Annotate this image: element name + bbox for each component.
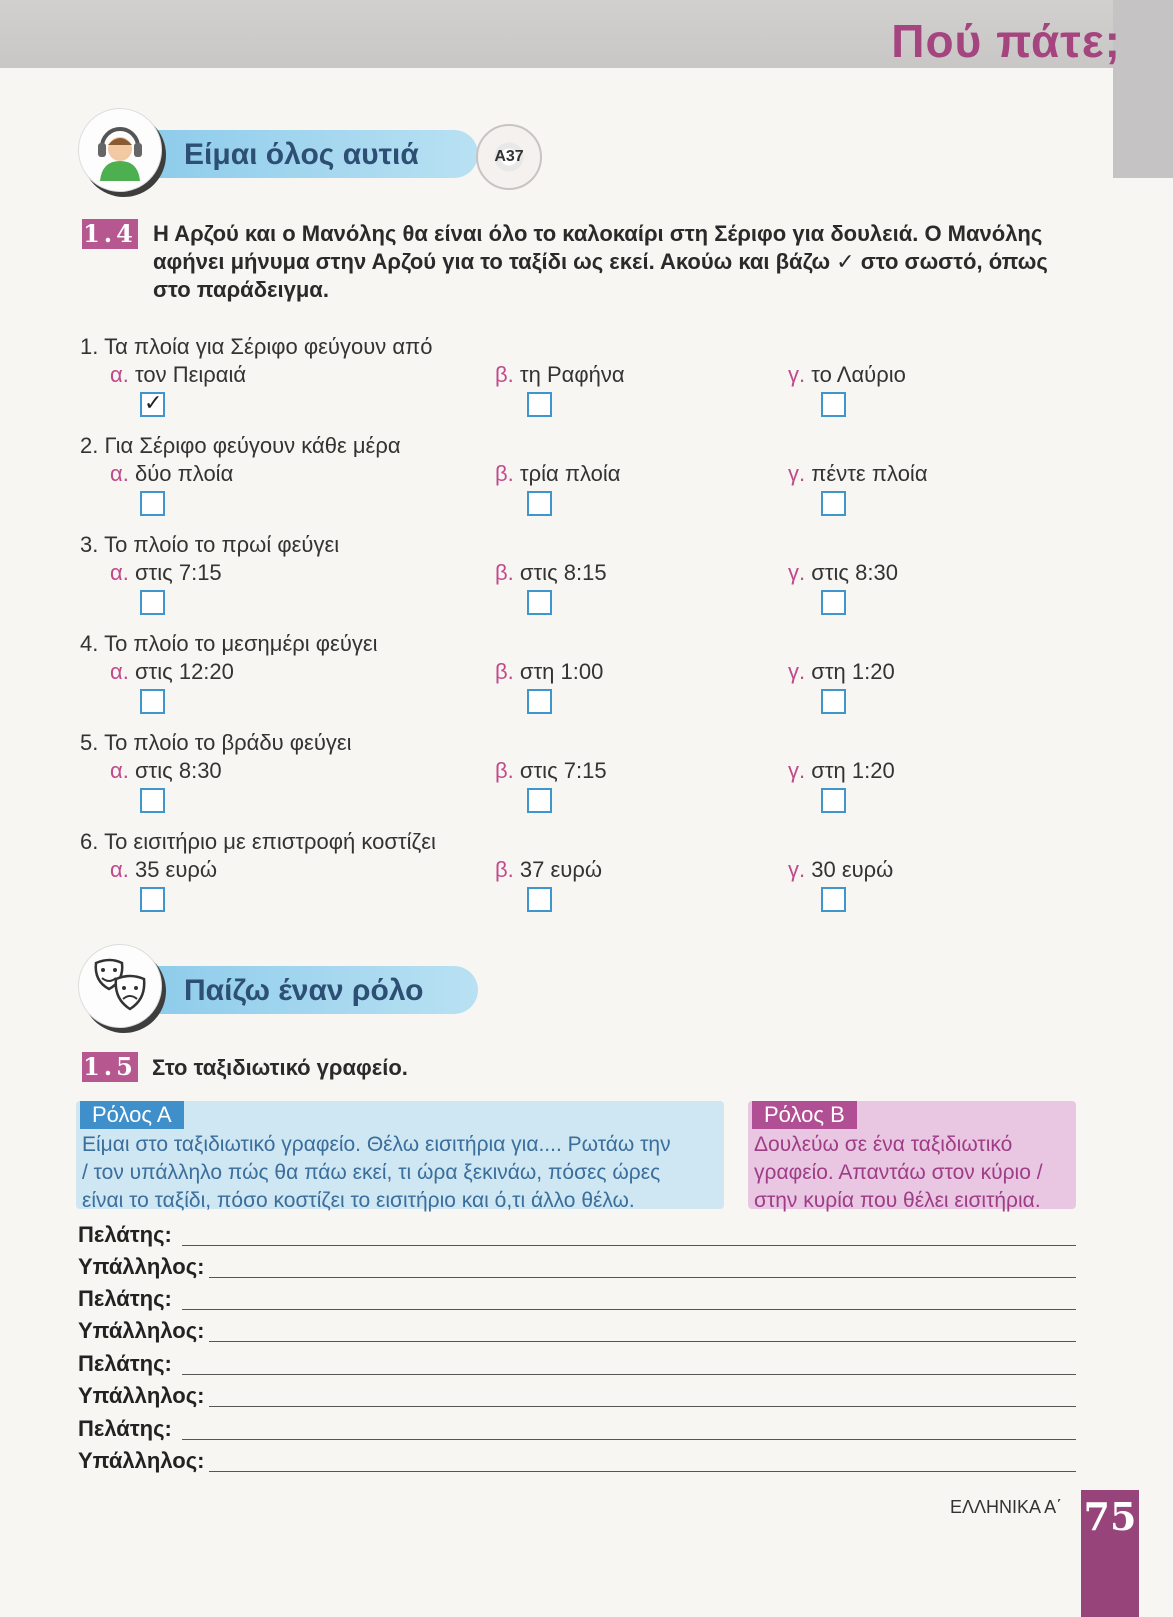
dialogue-line-clerk[interactable] — [78, 1254, 1076, 1286]
option-text: 35 ευρώ — [134, 857, 218, 882]
option-text: στις 12:20 — [134, 659, 234, 684]
answer-checkbox[interactable] — [821, 491, 846, 516]
question-text: 6. Το εισιτήριο με επιστροφή κοστίζει — [80, 829, 436, 854]
option-b — [495, 461, 621, 487]
option-label: γ. — [788, 560, 806, 585]
option-a — [110, 560, 222, 586]
option-text: στη 1:20 — [811, 758, 895, 783]
option-text: στις 8:30 — [134, 758, 222, 783]
option-text: τη Ραφήνα — [519, 362, 625, 387]
option-a — [110, 362, 246, 388]
question-5 — [80, 730, 1000, 820]
question-text: 2. Για Σέριφο φεύγουν κάθε μέρα — [80, 433, 401, 458]
role-b-text — [754, 1131, 1043, 1215]
check-mark: ✓ — [144, 390, 163, 415]
option-text: το Λαύριο — [811, 362, 906, 387]
audio-cd-icon[interactable] — [476, 124, 542, 190]
answer-checkbox[interactable] — [527, 491, 552, 516]
writing-rule — [209, 1471, 1076, 1472]
section-title: Παίζω έναν ρόλο — [184, 974, 424, 1007]
dialogue-line-clerk[interactable] — [78, 1383, 1076, 1415]
option-label: γ. — [788, 362, 806, 387]
option-text: 30 ευρώ — [811, 857, 894, 882]
section-roleplay-header — [78, 944, 558, 1034]
question-text: 3. Το πλοίο το πρωί φεύγει — [80, 532, 340, 557]
role-a-line: είναι το ταξίδι, πόσο κοστίζει το εισιτήριο και ό,τι άλλο θέλω. — [82, 1189, 635, 1212]
option-text: στις 7:15 — [519, 758, 607, 783]
dialogue-line-client[interactable] — [78, 1416, 1076, 1448]
exercise-badge: 1.5 — [83, 1052, 137, 1081]
section-pill — [138, 130, 478, 178]
answer-checkbox[interactable] — [821, 590, 846, 615]
headphones-person-icon — [88, 117, 152, 181]
option-label: β. — [495, 362, 514, 387]
exercise-badge: 1.4 — [83, 219, 137, 248]
audio-track-label: Α37 — [494, 148, 524, 165]
option-label: γ. — [788, 857, 806, 882]
role-b-line: στην κυρία που θέλει εισιτήρια. — [754, 1189, 1041, 1212]
option-b — [495, 362, 625, 388]
theater-masks-icon — [88, 953, 152, 1017]
option-text: στις 8:15 — [519, 560, 607, 585]
option-a — [110, 758, 222, 784]
speaker-label: Υπάλληλος: — [78, 1448, 205, 1473]
exercise-instruction: Στο ταξιδιωτικό γραφείο. — [152, 1055, 408, 1080]
speaker-label: Υπάλληλος: — [78, 1318, 205, 1343]
role-a-line: / τον υπάλληλο πώς θα πάω εκεί, τι ώρα ξεκινάω, πόσες ώρες — [82, 1161, 661, 1184]
answer-checkbox[interactable] — [527, 788, 552, 813]
answer-checkbox[interactable] — [821, 887, 846, 912]
option-c — [788, 362, 906, 388]
speaker-label: Υπάλληλος: — [78, 1383, 205, 1408]
option-text: στις 8:30 — [811, 560, 898, 585]
chapter-title: Πού πάτε; — [891, 15, 1121, 67]
option-text: στις 7:15 — [134, 560, 222, 585]
instruction-line: στο παράδειγμα. — [153, 277, 329, 302]
speaker-label: Πελάτης: — [78, 1416, 172, 1441]
answer-checkbox[interactable] — [140, 887, 165, 912]
book-title: ΕΛΛΗΝΙΚΑ Α΄ — [950, 1497, 1063, 1517]
answer-checkbox[interactable] — [140, 590, 165, 615]
option-text: 37 ευρώ — [519, 857, 603, 882]
option-c — [788, 461, 928, 487]
chapter-tab — [1113, 0, 1173, 178]
exercise-instructions — [153, 220, 1048, 304]
option-a — [110, 857, 217, 883]
option-b — [495, 758, 607, 784]
option-label: γ. — [788, 461, 806, 486]
option-text: στη 1:20 — [811, 659, 895, 684]
dialogue-line-client[interactable] — [78, 1222, 1076, 1254]
dialogue-line-clerk[interactable] — [78, 1318, 1076, 1350]
question-text: 1. Τα πλοία για Σέριφο φεύγουν από — [80, 334, 433, 359]
role-a-line: Είμαι στο ταξιδιωτικό γραφείο. Θέλω εισιτήρια για.... Ρωτάω την — [82, 1133, 671, 1156]
option-text: στη 1:00 — [519, 659, 604, 684]
option-label: α. — [110, 857, 129, 882]
section-pill — [138, 966, 478, 1014]
dialogue-line-client[interactable] — [78, 1351, 1076, 1383]
instruction-line: αφήνει μήνυμα στην Αρζού για το ταξίδι ως εκεί. Ακούω και βάζω ✓ στο σωστό, όπως — [153, 249, 1048, 274]
role-b-line: γραφείο. Απαντάω στον κύριο / — [754, 1161, 1043, 1184]
answer-checkbox[interactable] — [527, 887, 552, 912]
option-c — [788, 857, 893, 883]
speaker-label: Πελάτης: — [78, 1286, 172, 1311]
option-label: β. — [495, 659, 514, 684]
option-label: β. — [495, 560, 514, 585]
option-b — [495, 560, 607, 586]
question-1 — [80, 334, 1000, 424]
question-4 — [80, 631, 1000, 721]
role-b-tag: Ρόλος Β — [752, 1101, 857, 1129]
option-text: τον Πειραιά — [134, 362, 247, 387]
listening-icon-circle — [78, 108, 162, 192]
answer-checkbox[interactable] — [821, 392, 846, 417]
option-label: β. — [495, 758, 514, 783]
option-c — [788, 758, 895, 784]
option-text: δύο πλοία — [134, 461, 234, 486]
option-label: β. — [495, 461, 514, 486]
option-label: α. — [110, 659, 129, 684]
speaker-label: Υπάλληλος: — [78, 1254, 205, 1279]
option-c — [788, 560, 898, 586]
answer-checkbox[interactable] — [821, 689, 846, 714]
question-6 — [80, 829, 1000, 919]
answer-checkbox[interactable] — [527, 392, 552, 417]
dialogue-line-client[interactable] — [78, 1286, 1076, 1318]
option-label: β. — [495, 857, 514, 882]
option-a — [110, 659, 234, 685]
role-b-line: Δουλεύω σε ένα ταξιδιωτικό — [754, 1133, 1013, 1156]
question-text: 4. Το πλοίο το μεσημέρι φεύγει — [80, 631, 378, 656]
speaker-label: Πελάτης: — [78, 1351, 172, 1376]
question-2 — [80, 433, 1000, 523]
option-label: γ. — [788, 659, 806, 684]
role-a-tag: Ρόλος Α — [80, 1101, 184, 1129]
answer-checkbox[interactable] — [140, 788, 165, 813]
answer-checkbox[interactable] — [140, 392, 165, 417]
question-3 — [80, 532, 1000, 622]
role-b-card — [748, 1101, 1076, 1212]
question-text: 5. Το πλοίο το βράδυ φεύγει — [80, 730, 352, 755]
option-b — [495, 857, 602, 883]
option-label: α. — [110, 461, 129, 486]
page-number: 75 — [1083, 1494, 1137, 1539]
option-label: α. — [110, 758, 129, 783]
instruction-line: Η Αρζού και ο Μανόλης θα είναι όλο το καλοκαίρι στη Σέριφο για δουλειά. Ο Μανόλης — [153, 221, 1043, 246]
answer-checkbox[interactable] — [527, 689, 552, 714]
option-b — [495, 659, 603, 685]
role-a-text — [82, 1131, 671, 1215]
writing-rule — [182, 1439, 1076, 1440]
writing-rule — [209, 1406, 1076, 1407]
option-text: πέντε πλοία — [811, 461, 928, 486]
page-number-block — [1081, 1490, 1139, 1617]
speaker-label: Πελάτης: — [78, 1222, 172, 1247]
writing-rule — [182, 1374, 1076, 1375]
option-label: α. — [110, 560, 129, 585]
writing-rule — [209, 1277, 1076, 1278]
role-a-card — [76, 1101, 724, 1212]
option-label: α. — [110, 362, 129, 387]
answer-checkbox[interactable] — [821, 788, 846, 813]
option-text: τρία πλοία — [519, 461, 621, 486]
answer-checkbox[interactable] — [140, 491, 165, 516]
writing-rule — [209, 1341, 1076, 1342]
option-label: γ. — [788, 758, 806, 783]
writing-rule — [182, 1245, 1076, 1246]
answer-checkbox[interactable] — [140, 689, 165, 714]
option-c — [788, 659, 895, 685]
dialogue-line-clerk[interactable] — [78, 1448, 1076, 1480]
answer-checkbox[interactable] — [527, 590, 552, 615]
writing-rule — [182, 1309, 1076, 1310]
roleplay-icon-circle — [78, 944, 162, 1028]
section-title: Είμαι όλος αυτιά — [184, 138, 419, 171]
option-a — [110, 461, 233, 487]
